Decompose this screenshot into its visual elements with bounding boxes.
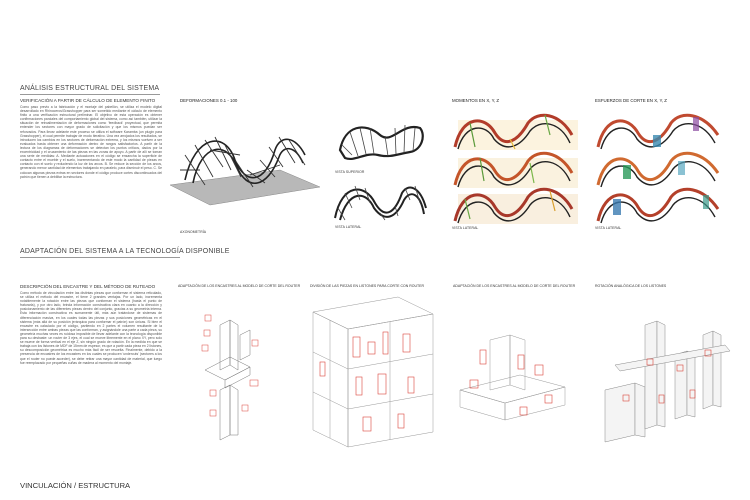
panel2-2-title: DIVISIÓN DE LAS PIEZAS EN LISTONES PARA CORTE CON ROUTER xyxy=(310,284,424,288)
deformaciones-vista-lateral-drawing xyxy=(330,178,430,223)
deformaciones-vista-superior-drawing xyxy=(330,110,430,170)
label-vista-superior: VISTA SUPERIOR xyxy=(335,170,365,174)
section2-subtitle: DESCRIPCIÓN DEL ENCASTRE Y DEL MÉTODO DE RUTEADO xyxy=(20,284,156,289)
section2-underline xyxy=(20,257,180,258)
listones-rotation-drawing xyxy=(595,295,735,445)
section1-underline xyxy=(20,94,160,95)
router-adaptation-drawing xyxy=(190,295,280,445)
section2-body: Como método de vinculación entre las distintas piezas que conforman el sistema reticulado, se utiliza el método del encastre, el tiene 2 grandes ventajas. Por un lado, incrementa notablemente la rotación entre las piezas que conforman el sistema (hasta el punto de fraturarla), y por otro lado, brinda información constructiva clara en cuanto a la dirección y posicionamiento de las diferentes piezas dentro del conjunto, gracias a su geometría interna. Esta información constructiva es sumamente útil, más aún tratándose de sistemas de diferenciación masiva, en los cuales todas las piezas y sus posiciones geométricas en el sistema (más allá de su posición jerárquica para conformar el patrón) son únicas. Si bien el encastre es calculado por el código, partiendo en 2 partes el volumen resultante de la intersección entre ambas piezas que las conforman, y asignándole una parte a cada pieza, su geometría muchas veces es ruidosa imposible de llevar adelante con la tecnología disponible para su desbaste: un router de 3 ejes, el cual se mueve libremente en el plano XY, pero solo se mueve de forma vertical en el eje Z, sin ningún grado de rotación. En la medida en que se trabaja con los listones de MDF de 15mm de espesor, es que a partir cada pieza en 2 listones, su descomposición geométrica es mucho más fácil de ser resuelta. Finalmente, debido a la presencia de encastres de los encastres en los cuales se producen 'undercuts' (sectores a los que el router no puede acceder), se debe retirar una mayor cantidad de material, que luego fue reemplazado por pequeñas cuñas de madera al momento del montaje. xyxy=(20,291,162,365)
section1-subtitle: VERIFICACIÓN A PARTIR DE CÁLCULO DE ELEMENTO FINITO xyxy=(20,98,156,103)
label-axonometria: AXONOMETRÍA xyxy=(180,230,207,234)
panel2-1-title: ADAPTACIÓN DE LOS ENCASTRES AL MODELO DE CORTE DEL ROUTER xyxy=(178,284,301,288)
router-adaptation-drawing-2 xyxy=(450,295,580,445)
momentos-drawing xyxy=(450,105,580,225)
esfuerzos-title: ESFUERZOS DE CORTE EN X, Y, Z xyxy=(595,98,667,103)
deformaciones-title: DEFORMACIONES 0.1 - 100 xyxy=(180,98,238,103)
section2-title: ADAPTACIÓN DEL SISTEMA A LA TECNOLOGÍA DISPONIBLE xyxy=(20,248,230,255)
footer-title: VINCULACIÓN / ESTRUCTURA xyxy=(20,481,131,490)
label-vista-lateral-2: VISTA LATERAL xyxy=(452,226,479,230)
panel2-3-title: ADAPTACIÓN DE LOS ENCASTRES AL MODELO DE CORTE DEL ROUTER xyxy=(453,284,576,288)
listones-division-drawing xyxy=(308,292,438,452)
label-vista-lateral-3: VISTA LATERAL xyxy=(595,226,622,230)
deformaciones-axonometria-drawing xyxy=(165,115,325,225)
panel2-4-title: ROTACIÓN ANALÓGICA DE LOS LISTONES xyxy=(595,284,667,288)
momentos-title: MOMENTOS EN X, Y, Z xyxy=(452,98,500,103)
label-vista-lateral-1: VISTA LATERAL xyxy=(335,225,362,229)
esfuerzos-drawing xyxy=(593,105,728,225)
section1-title: ANÁLISIS ESTRUCTURAL DEL SISTEMA xyxy=(20,85,160,92)
section1-body: Como paso previo a la fabricación y el montaje del pabellón, se utiliza el modelo digital desarrollado en Rhinoceros/Grasshopper para ser sometido mediante el cálculo de elemento finito a una verificación estructural preliminar. El objetivo de esta operación es obtener confirmaciones parciales del comportamiento global del sistema, como así también, utilizar la situación de retroalimentación de deformaciones como 'feedback' proyectual, que permita entender los sectores con mayor grado de solicitación y que los mismos puedan ser reforzados. Para llevar adelante este proceso se utiliza el software Karamba (un plugin para Grasshopper), el cual permite trabajar de modo iterativo. Una vez arrojados los resultados, se introducen los cambios en los sectores de deformación extrema, y los mismos vuelven a ser evaluados hasta obtener una deformación dentro de rangos satisfactorios. A partir de la lectura de los diagramas de deformaciones se detectan los puntos críticos, dados por la excentricidad y el cruzamiento de las piezas en las zonas de apoyo. A partir de allí se toman una serie de medidas: A. Mediante actuaciones en el código se ensancha la superficie de contacto entre el mueble y el suelo, incrementando de este modo la cantidad de piezas en contacto con el suelo y reduciendo la luz de los arcos. B. Se reduce la sección de los arcos, generando menor cantidad de elementos trabajando en paralelo, para disminuir el peso. C. Se colocan algunas piezas extras en sectores donde el código produce cortes discontinuados del patrón que tienen a debilitar la estructura. xyxy=(20,105,162,179)
